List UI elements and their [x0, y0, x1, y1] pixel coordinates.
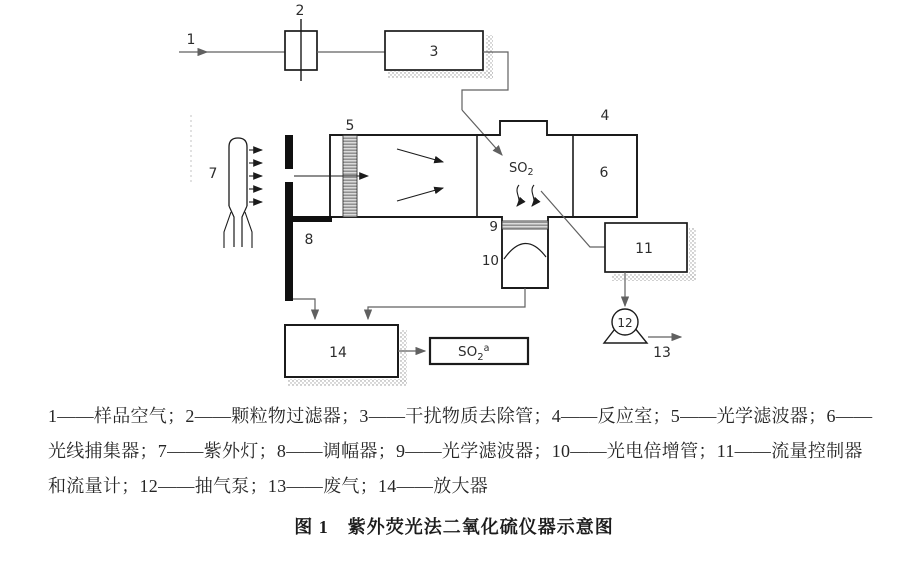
filter-9-strip	[502, 221, 548, 229]
lamp-tube	[229, 138, 247, 206]
lamp-neck-right	[242, 206, 247, 247]
label-13: 13	[653, 345, 671, 361]
figure-legend	[48, 399, 876, 504]
light-trap-6	[573, 135, 637, 217]
lamp-flare-right	[245, 212, 252, 248]
lamp-flare-left	[224, 212, 231, 248]
label-2: 2	[295, 3, 305, 19]
stipple-right	[400, 330, 407, 384]
label-3: 3	[429, 44, 439, 60]
pump-12	[604, 272, 681, 361]
label-9: 9	[489, 219, 498, 235]
legend-line-1: 1——样品空气；2——颗粒物过滤器；3——干扰物质去除管；4——反应室；5——光学滤波器；6——	[48, 406, 873, 426]
chopper-arm	[293, 216, 332, 222]
label-4: 4	[600, 108, 610, 124]
scatter-arrow-lower	[397, 188, 443, 201]
so2-output-label: $SO_2^a$	[458, 343, 490, 363]
legend-line-2: 光线捕集器；7——紫外灯；8——调幅器；9——光学滤波器；10——光电倍增管；11——流量控制器	[48, 441, 863, 461]
label-7: 7	[208, 166, 218, 182]
label-8: 8	[304, 232, 314, 248]
stipple-right	[689, 228, 696, 280]
stipple-bottom	[288, 379, 407, 386]
label-1: 1	[186, 32, 196, 48]
uv-lamp-7	[191, 115, 262, 248]
figure-caption: 图 1 紫外荧光法二氧化硫仪器示意图	[294, 517, 614, 537]
modulator-8	[284, 135, 332, 319]
pmt-signal-line	[368, 288, 525, 319]
sample-inlet	[179, 32, 285, 52]
pmt-dome	[504, 243, 546, 259]
chopper-aperture	[284, 169, 294, 182]
photomultiplier-10	[482, 243, 546, 269]
legend-line-3: 和流量计；12——抽气泵；13——废气；14——放大器	[48, 476, 489, 496]
label-11: 11	[635, 241, 653, 257]
flow-controller-11	[541, 191, 696, 281]
so2-zone	[509, 161, 534, 206]
so2-label: $SO_2$	[509, 161, 534, 178]
optical-filter-9	[489, 219, 548, 235]
label-10: 10	[481, 253, 499, 269]
lamp-neck-left	[229, 206, 234, 247]
label-14: 14	[329, 345, 347, 361]
chopper-bar	[285, 135, 293, 301]
optical-filter-5	[343, 118, 357, 217]
stipple-bottom	[388, 71, 493, 78]
scrubber-3	[385, 31, 493, 79]
so2-output	[430, 338, 528, 364]
beam-arrows	[294, 149, 443, 201]
sample-into-cell-arrow	[462, 110, 502, 155]
scatter-arrow-upper	[397, 149, 443, 162]
fluorescence-wave-left	[517, 185, 519, 206]
particulate-filter-2	[285, 3, 317, 81]
chopper-signal-line	[293, 299, 315, 319]
fluorescence-wave-right	[532, 185, 534, 206]
label-6: 6	[599, 165, 609, 181]
label-12: 12	[617, 316, 633, 330]
label-5: 5	[345, 118, 355, 134]
